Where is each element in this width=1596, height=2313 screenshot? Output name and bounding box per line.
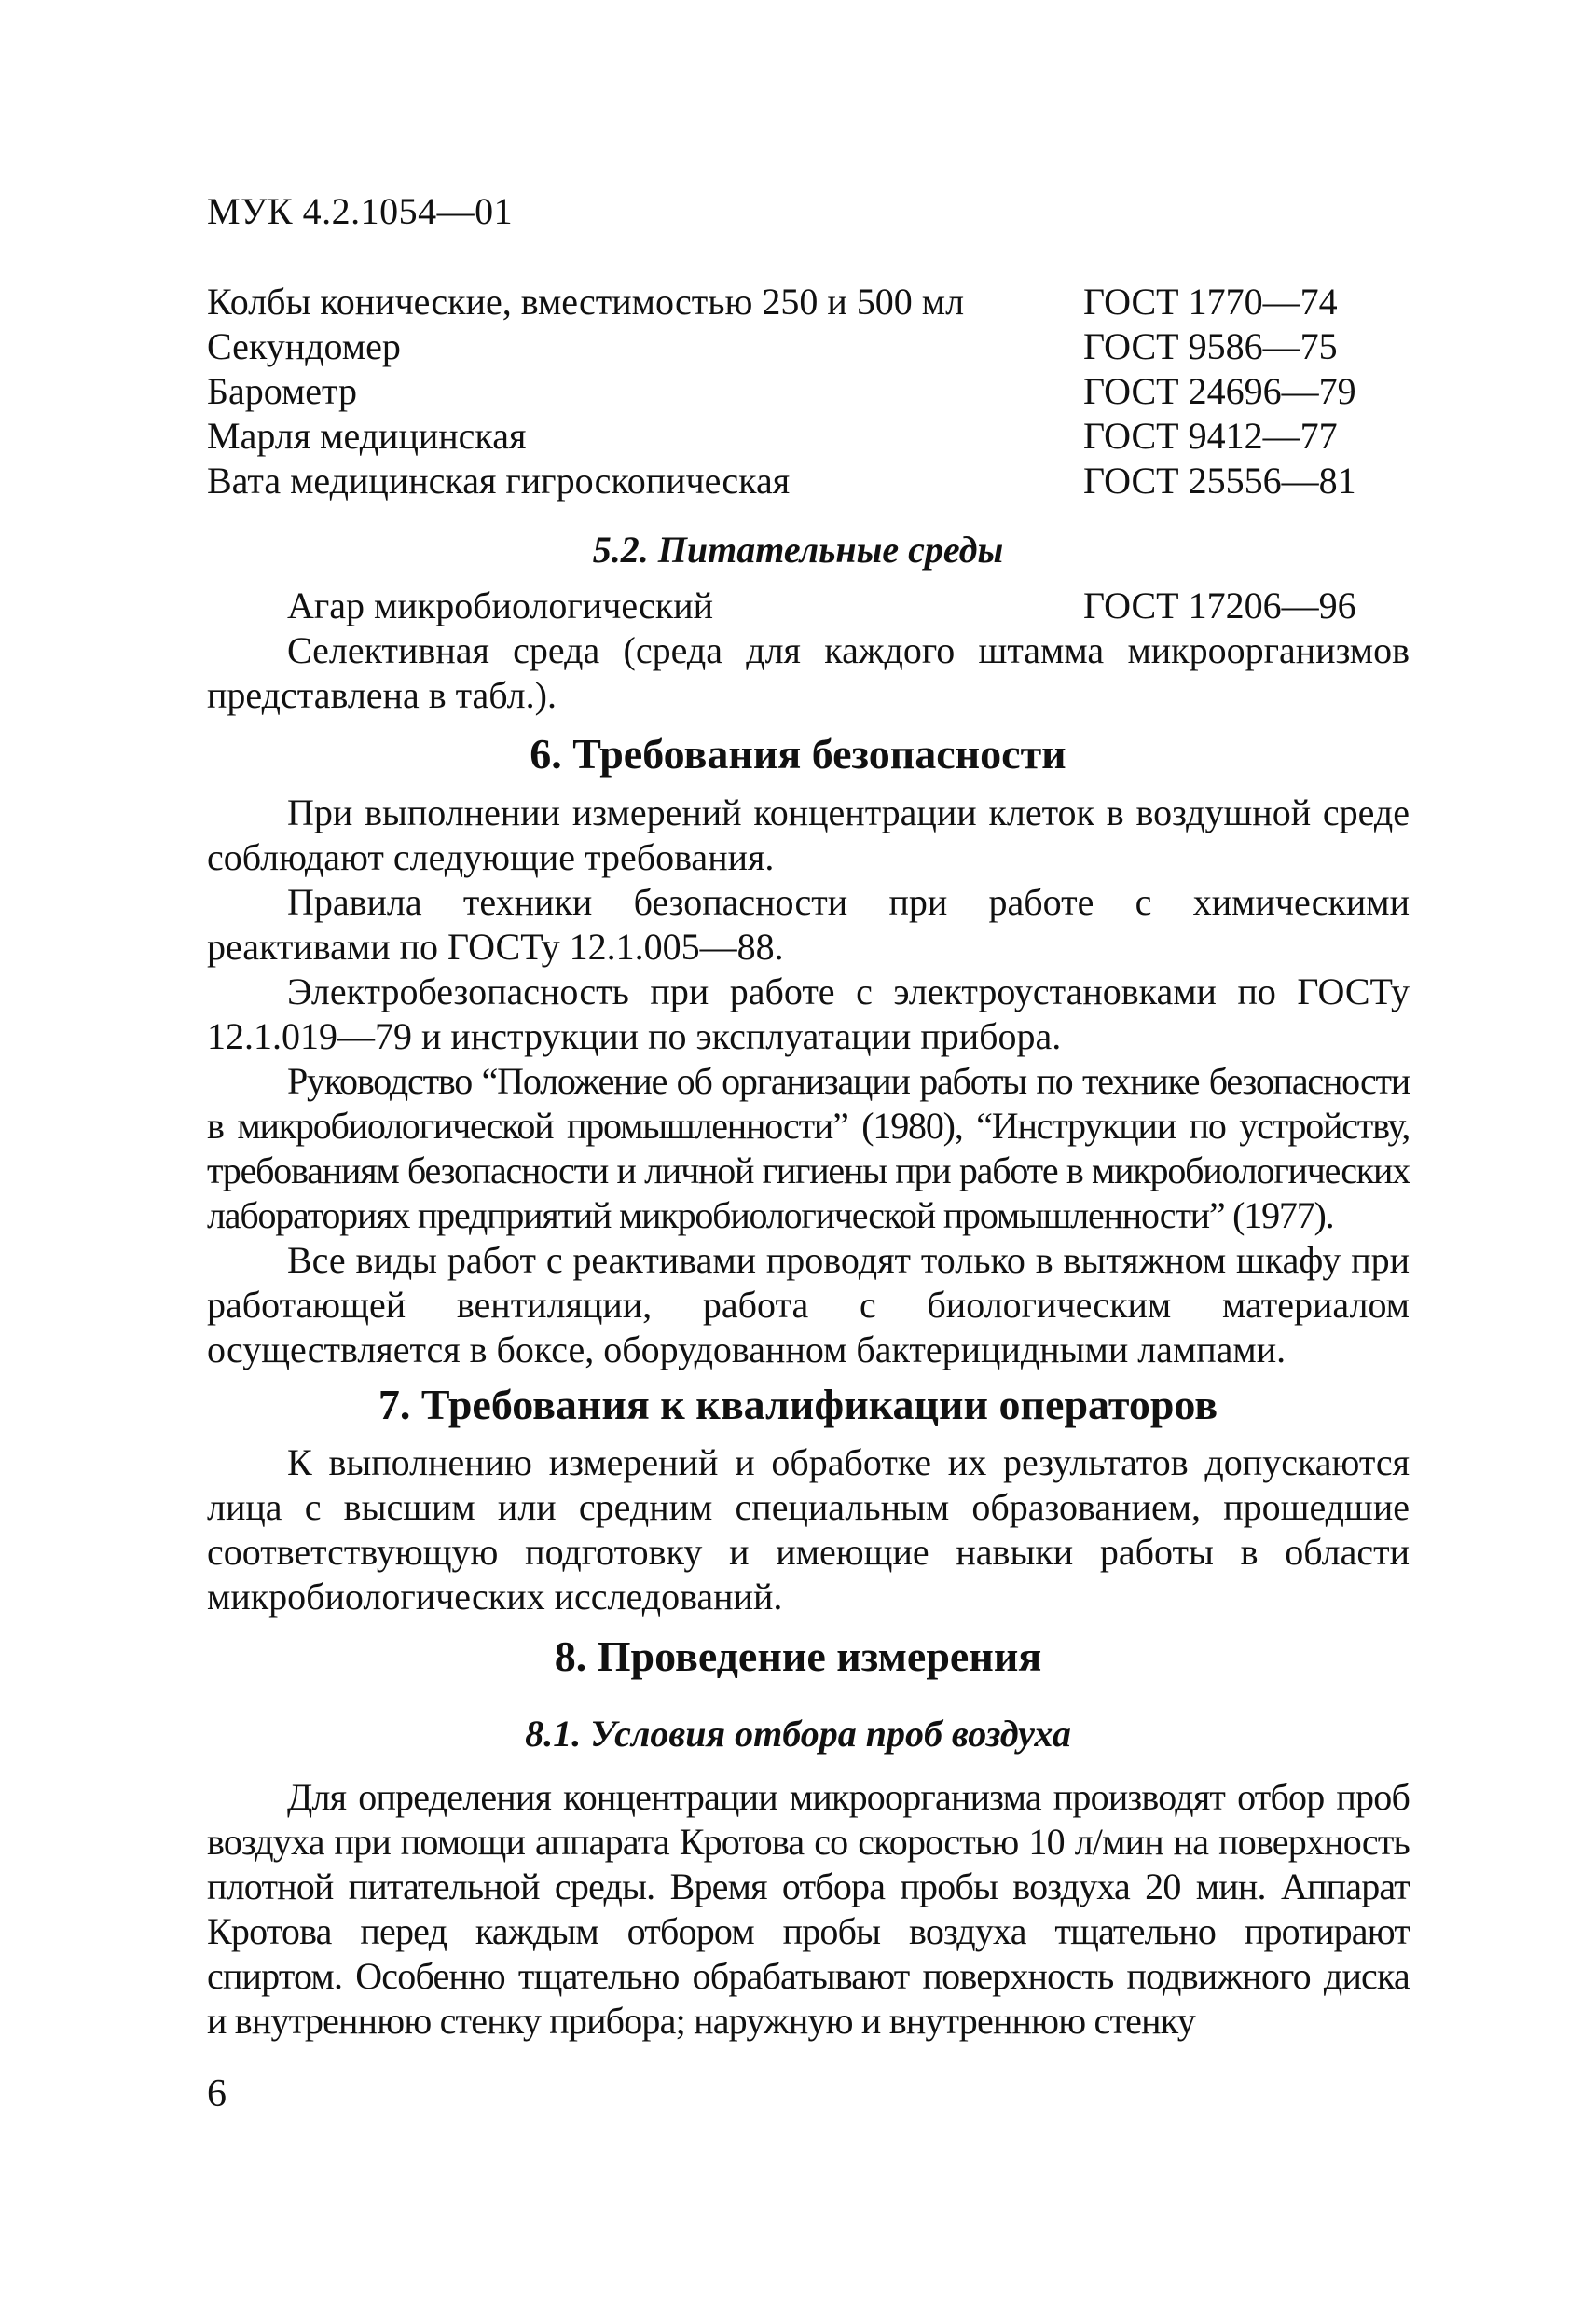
list-item [207, 459, 1363, 503]
equipment-standard: ГОСТ 9412—77 [1083, 415, 1338, 457]
paragraph-qualification [207, 1440, 1410, 1619]
list-item [207, 324, 1363, 369]
section-title-8: 8. Проведение измерения [554, 1632, 1042, 1680]
agar-row [287, 584, 1363, 628]
paragraph-text: Правила техники безопасности при работе с химическими реактивами по ГОСТу 12.1.005—88. [207, 881, 1410, 968]
paragraph-text: При выполнении измерений концентрации клеток в воздушной среде соблюдают следующие требования. [207, 792, 1410, 878]
paragraph-safety-3 [207, 970, 1410, 1059]
paragraph-safety-1 [207, 791, 1410, 880]
paragraph-text: Для определения концентрации микроорганизма производят отбор проб воздуха при помощи аппарата Кротова со скоростью 10 л/мин на поверхность плотной питательной среды. Время отбора пробы воздуха 20 мин. Аппарат Кротова перед каждым отбором пробы воздуха тщательно протирают спиртом. Особенно тщательно обрабатывают поверхность подвижного диска и внутреннюю стенку прибора; наружную и внутреннюю стенку [207, 1776, 1410, 2042]
paragraph-text: Электробезопасность при работе с электроустановками по ГОСТу 12.1.019—79 и инструкции по эксплуатации прибора. [207, 971, 1410, 1057]
agar-standard: ГОСТ 17206—96 [1083, 585, 1356, 626]
equipment-standard: ГОСТ 9586—75 [1083, 325, 1338, 367]
equipment-standard: ГОСТ 25556—81 [1083, 460, 1356, 502]
agar-name: Агар микробиологический [287, 585, 714, 626]
equipment-name: Барометр [207, 370, 357, 412]
subsection-title-5-2: 5.2. Питательные среды [592, 529, 1004, 571]
section-title-6: 6. Требования безопасности [530, 730, 1066, 778]
paragraph-text: Все виды работ с реактивами проводят только в вытяжном шкафу при работающей вентиляции, работа с биологическим материалом осуществляется в боксе, оборудованном бактерицидными лампами. [207, 1239, 1410, 1370]
paragraph-selective-medium [207, 628, 1410, 718]
paragraph-safety-2 [207, 880, 1410, 970]
running-header: МУК 4.2.1054—01 [207, 190, 514, 232]
list-item [207, 369, 1363, 414]
paragraph-text: Руководство “Положение об организации работы по технике безопасности в микробиологической промышленности” (1980), “Инструкции по устройству, требованиям безопасности и личной гигиены при работе в микробиологических лабораториях предприятий микробиологической промышленности” (1977). [207, 1060, 1410, 1236]
list-item [207, 280, 1363, 324]
paragraph-safety-5 [207, 1238, 1410, 1372]
equipment-name: Вата медицинская гигроскопическая [207, 460, 791, 502]
list-item [207, 414, 1363, 459]
subsection-title-8-1: 8.1. Условия отбора проб воздуха [525, 1713, 1071, 1755]
page-number: 6 [207, 2072, 227, 2115]
equipment-name: Колбы конические, вместимостью 250 и 500 мл [207, 281, 965, 323]
equipment-name: Секундомер [207, 325, 401, 367]
paragraph-text: Селективная среда (среда для каждого штамма микроорганизмов представлена в табл.). [207, 629, 1410, 716]
equipment-standard: ГОСТ 24696—79 [1083, 370, 1356, 412]
equipment-name: Марля медицинская [207, 415, 527, 457]
equipment-list [207, 280, 1363, 503]
equipment-standard: ГОСТ 1770—74 [1083, 281, 1338, 323]
section-title-7: 7. Требования к квалификации операторов [378, 1381, 1218, 1428]
paragraph-sampling [207, 1775, 1410, 2044]
paragraph-safety-4 [207, 1059, 1410, 1238]
paragraph-text: К выполнению измерений и обработке их результатов допускаются лица с высшим или средним специальным образованием, прошедшие соответствующую подготовку и имеющие навыки работы в области микробиологических исследований. [207, 1441, 1410, 1618]
